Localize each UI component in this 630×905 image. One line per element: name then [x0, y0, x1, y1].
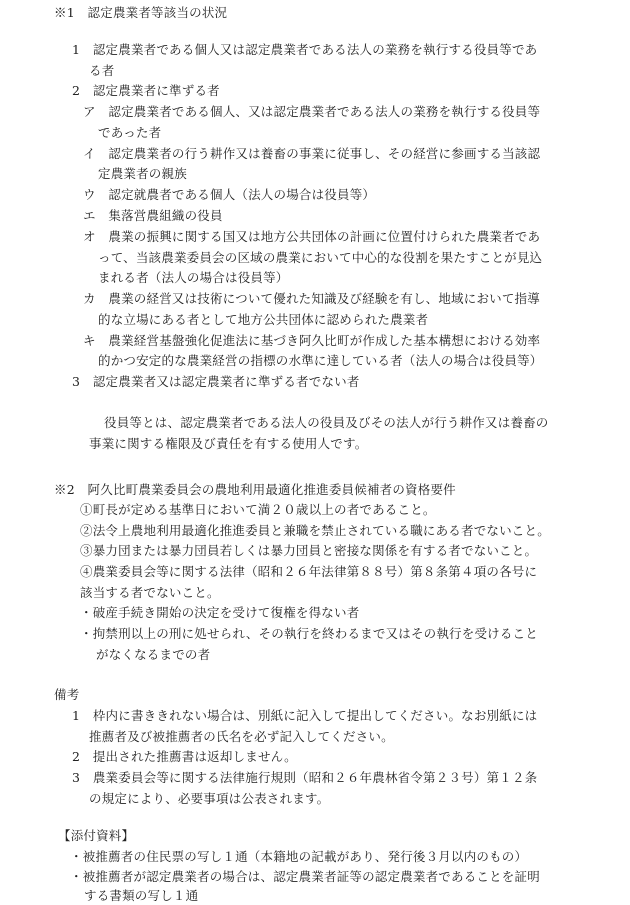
note1-item2: 2 認定農業者に準ずる者 — [72, 83, 220, 98]
note1-heading: ※1 認定農業者等該当の状況 — [54, 5, 228, 20]
remarks-heading: 備考 — [54, 687, 80, 702]
officers-definition-line2: 事業に関する権限及び責任を有する使用人です。 — [89, 436, 368, 451]
note2-bullet-2-line1: ・拘禁刑以上の刑に処せられ、その執行を終わるまで又はその執行を受けること — [80, 626, 538, 641]
note1-ki-line2: 的かつ安定的な農業経営の指標の水準に達している者（法人の場合は役員等） — [98, 353, 543, 368]
note2-requirement-4-line2: 該当する者でないこと。 — [80, 585, 220, 600]
note2-requirement-4-line1: ④農業委員会等に関する法律（昭和２６年法律第８８号）第８条第４項の各号に — [80, 564, 538, 579]
note1-ki-line1: キ 農業経営基盤強化促進法に基づき阿久比町が作成した基本構想における効率 — [83, 333, 541, 348]
officers-definition-line1: 役員等とは、認定農業者である法人の役員及びその法人が行う耕作又は養畜の — [104, 415, 549, 430]
attachment-item-2-line2: する書類の写し１通 — [84, 888, 199, 903]
remarks-item3-line1: 3 農業委員会等に関する法律施行規則（昭和２６年農林省令第２３号）第１２条 — [72, 770, 538, 785]
note2-bullet-1: ・破産手続き開始の決定を受けて復権を得ない者 — [80, 605, 360, 620]
remarks-item1-line2: 推薦者及び被推薦者の氏名を必ず記入してください。 — [89, 729, 394, 744]
note1-i-line1: イ 認定農業者の行う耕作又は養畜の事業に従事し、その経営に参画する当該認 — [83, 146, 541, 161]
remarks-item3-line2: の規定により、必要事項は公表されます。 — [89, 791, 330, 806]
note2-requirement-2: ②法令上農地利用最適化推進委員と兼職を禁止されている職にある者でないこと。 — [80, 523, 550, 538]
attachment-item-1: ・被推薦者の住民票の写し１通（本籍地の記載があり、発行後３月以内のもの） — [70, 849, 528, 864]
note1-u: ウ 認定就農者である個人（法人の場合は役員等） — [83, 187, 376, 202]
remarks-item2: 2 提出された推薦書は返却しません。 — [72, 749, 297, 764]
note1-a-line2: であった者 — [98, 125, 162, 140]
note1-o-line3: まれる者（法人の場合は役員等） — [98, 270, 289, 285]
note2-bullet-2-line2: がなくなるまでの者 — [96, 647, 211, 662]
note1-o-line2: って、当該農業委員会の区域の農業において中心的な役割を果たすことが見込 — [98, 250, 543, 265]
note1-i-line2: 定農業者の親族 — [98, 166, 187, 181]
note1-ka-line2: 的な立場にある者として地方公共団体に認められた農業者 — [98, 312, 429, 327]
note2-requirement-1: ①町長が定める基準日において満２０歳以上の者であること。 — [80, 502, 436, 517]
note1-item1-line2: る者 — [89, 63, 115, 78]
note1-o-line1: オ 農業の振興に関する国又は地方公共団体の計画に位置付けられた農業者であ — [83, 229, 541, 244]
remarks-item1-line1: 1 枠内に書ききれない場合は、別紙に記入して提出してください。なお別紙には — [72, 708, 538, 723]
attachments-heading: 【添付資料】 — [58, 828, 135, 843]
note1-ka-line1: カ 農業の経営又は技術について優れた知識及び経験を有し、地域において指導 — [83, 291, 540, 306]
note2-heading: ※2 阿久比町農業委員会の農地利用最適化推進委員候補者の資格要件 — [54, 482, 456, 497]
note1-item1-line1: 1 認定農業者である個人又は認定農業者である法人の業務を執行する役員等であ — [72, 42, 538, 57]
note1-item3: 3 認定農業者又は認定農業者に準ずる者でない者 — [72, 374, 360, 389]
note2-requirement-3: ③暴力団または暴力団員若しくは暴力団員と密接な関係を有する者でないこと。 — [80, 543, 538, 558]
note1-e: エ 集落営農組織の役員 — [83, 208, 223, 223]
note1-a-line1: ア 認定農業者である個人、又は認定農業者である法人の業務を執行する役員等 — [83, 104, 541, 119]
attachment-item-2-line1: ・被推薦者が認定農業者の場合は、認定農業者証等の認定農業者であることを証明 — [70, 869, 540, 884]
